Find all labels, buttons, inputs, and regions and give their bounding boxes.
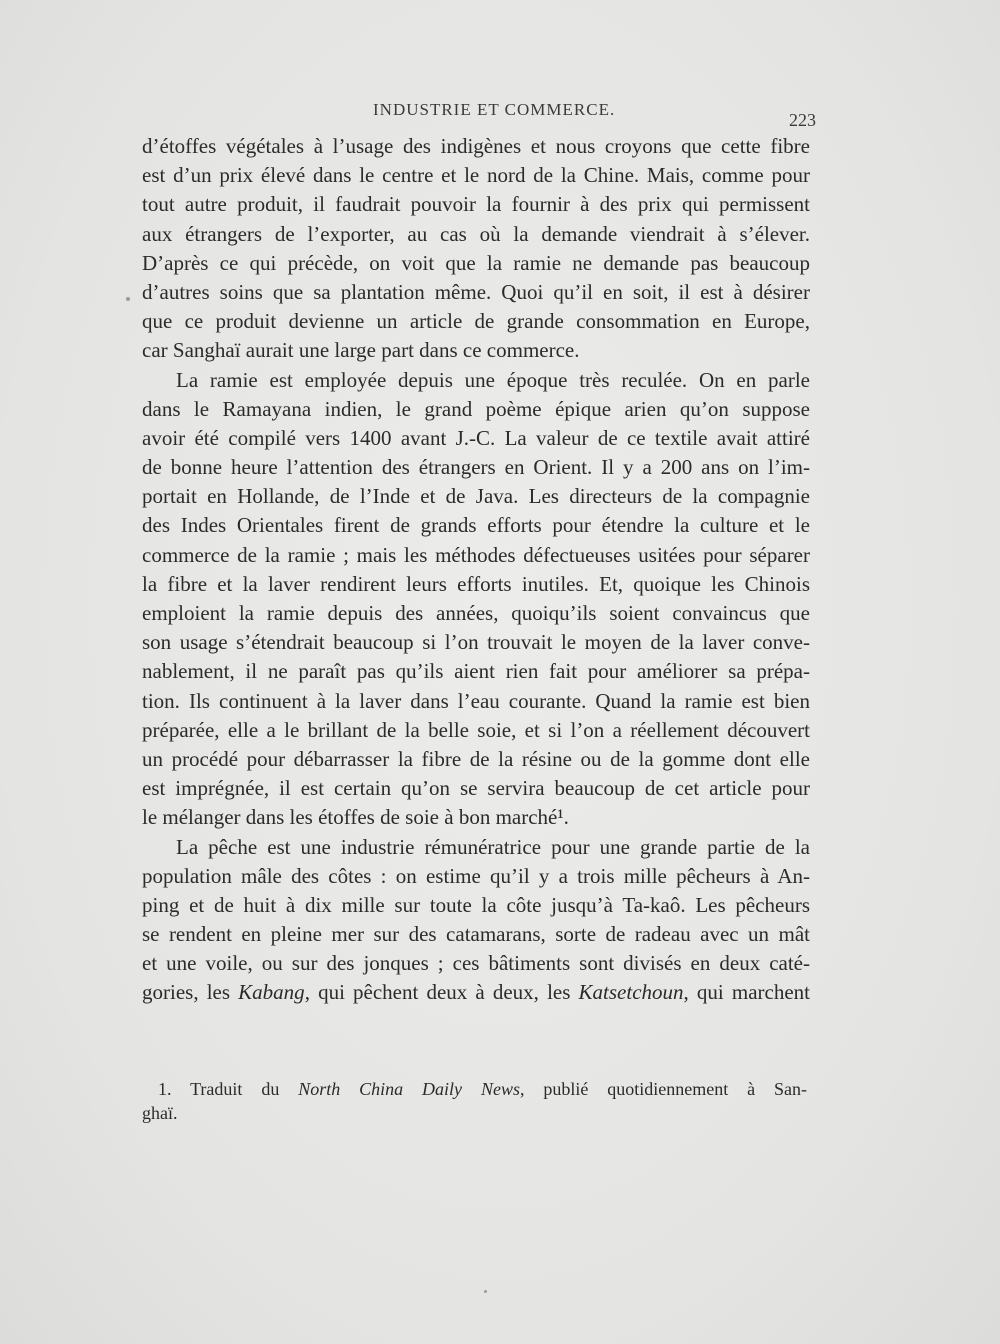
text-line: la fibre et la laver rendirent leurs efforts inutiles. Et, quoique les Chinois xyxy=(142,571,810,596)
footnote-line: 1. Traduit du North China Daily News, publié quotidiennement à San- xyxy=(158,1079,808,1099)
italic-term: Kabang xyxy=(238,980,305,1005)
text-line: La ramie est employée depuis une époque très reculée. On en parle xyxy=(176,367,810,392)
text-line: le mélanger dans les étoffes de soie à bon marché¹. xyxy=(142,805,569,830)
text-line: D’après ce qui précède, on voit que la ramie ne demande pas beaucoup xyxy=(142,250,810,275)
text-line: portait en Hollande, de l’Inde et de Java. Les directeurs de la compagnie xyxy=(142,484,810,509)
text-line: d’étoffes végétales à l’usage des indigènes et nous croyons que cette fibre xyxy=(142,134,810,158)
text-line: ping et de huit à dix mille sur toute la côte jusqu’à Ta-kaô. Les pêcheurs xyxy=(142,892,810,917)
text-line: préparée, elle a le brillant de la belle soie, et si l’on a réellement découvert xyxy=(142,717,810,742)
text-line: aux étrangers de l’exporter, au cas où la demande viendrait à s’élever. xyxy=(142,221,810,246)
body-text xyxy=(142,132,810,1008)
text-line: population mâle des côtes : on estime qu’il y a trois mille pêcheurs à An- xyxy=(142,863,810,888)
footnote-source-title: North China Daily News xyxy=(298,1079,520,1099)
text-line: un procédé pour débarrasser la fibre de la résine ou de la gomme dont elle xyxy=(142,746,810,771)
text-line: et une voile, ou sur des jonques ; ces bâtiments sont divisés en deux caté- xyxy=(142,951,810,976)
text-line: tout autre produit, il faudrait pouvoir la fournir à des prix qui permissent xyxy=(142,192,810,217)
footnote xyxy=(142,1077,807,1125)
text-line: que ce produit devienne un article de grande consommation en Europe, xyxy=(142,309,810,334)
text-line: commerce de la ramie ; mais les méthodes défectueuses usitées pour séparer xyxy=(142,542,810,567)
text-line: tion. Ils continuent à la laver dans l’eau courante. Quand la ramie est bien xyxy=(142,688,810,713)
text-line: emploient la ramie depuis des années, quoiqu’ils soient convaincus que xyxy=(142,601,810,625)
text-line: est imprégnée, il est certain qu’on se servira beaucoup de cet article pour xyxy=(142,776,810,801)
text-line: de bonne heure l’attention des étrangers en Orient. Il y a 200 ans on l’im- xyxy=(142,455,810,480)
text-line: La pêche est une industrie rémunératrice pour une grande partie de la xyxy=(176,834,810,859)
text-line: dans le Ramayana indien, le grand poème épique arien qu’on suppose xyxy=(142,396,810,421)
text-line: d’autres soins que sa plantation même. Quoi qu’il en soit, il est à désirer xyxy=(142,279,810,304)
text-line: gories, les Kabang, qui pêchent deux à deux, les Katsetchoun, qui marchent xyxy=(142,980,810,1005)
footnote-line: ghaï. xyxy=(142,1103,178,1123)
text-line: se rendent en pleine mer sur des catamarans, sorte de radeau avec un mât xyxy=(142,922,810,947)
text-line: avoir été compilé vers 1400 avant J.-C. La valeur de ce textile avait attiré xyxy=(142,425,810,450)
page-number: 223 xyxy=(789,110,816,130)
italic-term: Katsetchoun xyxy=(578,980,684,1005)
paper-speck xyxy=(126,297,130,301)
text-line: nablement, il ne paraît pas qu’ils aient rien fait pour améliorer sa prépa- xyxy=(142,659,810,684)
text-line: des Indes Orientales firent de grands efforts pour étendre la culture et le xyxy=(142,513,810,538)
running-title: INDUSTRIE ET COMMERCE. xyxy=(373,100,616,119)
text-line: car Sanghaï aurait une large part dans ce commerce. xyxy=(142,338,580,363)
text-line: son usage s’étendrait beaucoup si l’on trouvait le moyen de la laver conve- xyxy=(142,630,810,655)
paper-speck xyxy=(484,1290,487,1293)
text-line: est d’un prix élevé dans le centre et le nord de la Chine. Mais, comme pour xyxy=(142,163,810,188)
